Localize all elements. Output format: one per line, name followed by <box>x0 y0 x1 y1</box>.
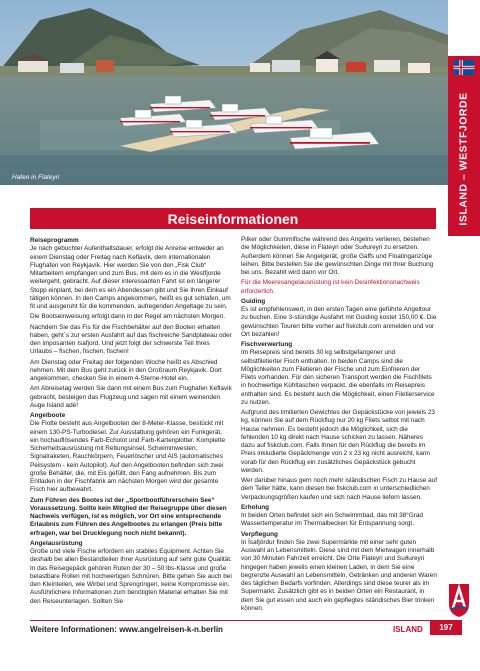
right-column <box>241 236 437 615</box>
paragraph: Je nach gebuchter Aufenthaltsdauer, erfolgt die Anreise entweder an einem Dienstag oder Freitag nach Keflavík, dem internationalen Flughafen von Reykjavík. Hier werden Sie von den „Fisk Club“ Mitarbeitern empfangen und zum Bus, mit dem es in die Westfjorde weitergeht, gebracht. Auf dieser interessanten Fahrt ist ein längerer Stopp einplant, bei dem es ein Abendessen gibt und Sie Ihren Einkauf tätigen können. In den Camps angekommen, heißt es gut schlafen, um fit und ausgeruht für die kommenden, aufregenden Angeltage zu sein. <box>30 245 231 310</box>
side-tab-label-wrap <box>449 84 479 234</box>
iceland-flag-icon <box>453 60 475 75</box>
paragraph: Für die Meeresangelausrüstung ist kein Desinfektionsnachweis erforderlich. <box>241 279 420 295</box>
paragraph: Am Abreisetag werden Sie dann mit einem Bus zum Flughafen Keflavik gebracht, besteigen das Flugzeug und sagen mit einem weinenden Auge Island adé! <box>30 385 232 409</box>
side-tab-label: ISLAND – WESTFJORDE <box>458 92 470 226</box>
footer-rule <box>30 620 450 621</box>
paragraph: Zum Führen des Bootes ist der „Sportbootführerschein See“ Voraussetzung. Sollte kein Mitglied der Reisegruppe über diesen Nachweis verfügen, ist es möglich, vor Ort eine entsprechende Erlaubnis zum Führen des Angelbootes zu erlangen (Preis bitte erfragen, war bei Drucklegung noch nicht bekannt). <box>30 496 227 537</box>
section-heading: Verpflegung <box>241 530 278 538</box>
section-title: Reiseinformationen <box>167 210 299 227</box>
paragraph: Im Reisepreis sind bereits 30 kg selbstgefangener und selbstfiletierter Fisch enthalten. In beiden Camps sind die Möglichkeiten zum Filetieren der Fische und zum Einfrieren der Filets vorhanden. Für den sicheren Transport werden die Fischfilets in hochwertige Kühltaschen verpackt, die ebenfalls im Reisepreis enthalten sind. Es besteht auch die Möglichkeit, einen Filetierservice zu nutzen. <box>241 349 435 406</box>
section-heading: Erholung <box>241 503 270 511</box>
footer-website-link[interactable]: Weitere Informationen: www.angelreisen-k-n.berlin <box>30 625 223 634</box>
paragraph: In Ísafjördur finden Sie zwei Supermärkte mit einer sehr guten Auswahl an Lebensmitteln. Diese sind mit dem Mietwagen innerhalb von 30 Minuten Fahrzeit erreicht. Die Orte Flateyri und Suðureyri hingegen haben jeweils einen kleinen Laden, in dem Sie eine begrenzte Auswahl an Lebensmitteln, Getränken und anderen Waren des täglichen Bedarfs vorfinden. Allerdings sind diese teurer als im Supermarkt. Zusätzlich gibt es in beiden Orten ein Restaurant, in dem Sie gut essen und auch ein gepflegtes isländisches Bier trinken können. <box>241 538 437 612</box>
paragraph: Die Bootseinweisung erfolgt dann in der Regel am nächsten Morgen. <box>30 313 226 321</box>
section-title-bar <box>30 208 436 229</box>
paragraph: Am Dienstag oder Freitag der folgenden Woche heißt es Abschied nehmen. Mit dem Bus geht zurück in den Großraum Reykjavik. Dort angekommen, checken Sie in einem 4-Sterne-Hotel ein. <box>30 358 222 382</box>
paragraph: Nachdem Sie das Fis für die Fischbehälter auf den Booten erhalten haben, geht´s zur ersten Ausfahrt auf das fischreiche Sandplateau oder den imposanten Isafjord. Und jetzt folgt der schwerste Teil Ihres Urlaubs – fischen, fischen, fischen! <box>30 323 232 356</box>
section-heading: Fischverwertung <box>241 341 293 348</box>
section-heading: Angelausrüstung <box>30 539 83 547</box>
paragraph: Aufgrund des limitierten Gewichtes der Gepäckstücke von jeweils 23 kg, können Sie auf dem Rückflug nur 20 kg Filets selbst mit nach Hause nehmen. Es besteht jedoch die Möglichkeit, sich die fehlenden 10 kg direkt nach Hause schicken zu lassen. Näheres dazu auf fiskclub.com. Falls Ihnen für den Rückflug die bereits im Preis inkludierte Gepäckmenge von 2 x 23 kg nicht ausreicht, kann vorab für den Rückflug ein zusätzliches Gepäckstück gebucht werden. <box>241 409 435 474</box>
page-number-box <box>430 620 462 635</box>
paragraph: Große und viele Fische erfordern ein stabiles Equipment. Achten Sie deshalb bei allen Bestandteilen Ihrer Ausrüstung auf sehr gute Qualität. In das Reisegepäck gehören Ruten der 30 – 50 lbs-Klasse und große belastbare Rollen mit hochwertigen Schnüren. Bitte gehen Sie auch bei den Kleinteilen, wie Wirbel und Sprengringen, keine Kompromisse ein. Ausführlichere Informationen zum benötigten Material erhalten Sie mit den Reiseunterlagen. Sollten Sie <box>30 548 232 605</box>
photo-caption: Hafen in Flateyri <box>12 174 60 181</box>
angelreisen-logo-icon <box>444 582 474 618</box>
left-column <box>30 236 232 608</box>
footer-country: ISLAND <box>393 625 423 634</box>
paragraph: Die Flotte besteht aus Angelbooten der 8-Meter-Klasse, bestückt mit einem 130-PS-Turbodiesel. Zur Ausstattung gehören ein Funkgerät, ein hochauflösendes Farb-Echolot und Farb-Kartenplotter. Komplette Sicherheitsausrüstung mit Rettungsinsel, Schwimmwesten, Signalraketen, Rauchkörpern, Feuerlöscher und AIS (automatisches Peilsystem - kein Autopilot). Auf den Angelbooten befinden sich zwei große Behälter, die, mit Eis gefüllt, den Fang aufnehmen. Bis zum Entladen in der Fischfabrik am nächsten Morgen wird der gesamte Fisch hier aufbewahrt. <box>30 420 226 494</box>
section-heading: Reiseprogramm <box>30 237 79 244</box>
harbor-photo <box>0 0 448 185</box>
paragraph: Pilker oder Gummifische während des Angelns verlieren, bestehen die Möglichkeiten, diese in Flateyri oder Suðureyri zu ersetzen. Außerdem können Sie Angelgerät, große Gaffs und Floatinganzüge leihen. Bitte bestellen Sie die gewünschten Dinge mit Ihrer Buchung bei uns. Bezahlt wird dann vor Ort. <box>241 236 434 276</box>
section-heading: Guiding <box>241 297 266 305</box>
paragraph: In beiden Orten befindet sich ein Schwimmbad, das mit 38°Grad Wassertemperatur im Thermalbecken für Entspannung sorgt. <box>241 512 423 528</box>
paragraph: Es ist empfehlenswert, in den ersten Tagen eine geführte Angeltour zu buchen. Eine 3-stündige Ausfahrt mit Guiding kostet 150,00 €. Die gewünschten Touren bitte vorher auf fiskclub.com anmelden und vor Ort bezahlen! <box>241 306 437 338</box>
paragraph: Wer darüber hinaus gern noch mehr isländischen Fisch zu Hause auf dem Teller hätte, kann diesen bei fiskclub.com in unterschiedlichen Verpackungsgrößen kaufen und sich nach Hause liefern lassen. <box>241 477 437 501</box>
page-number: 197 <box>439 623 453 632</box>
section-heading: Angelboote <box>30 412 66 419</box>
